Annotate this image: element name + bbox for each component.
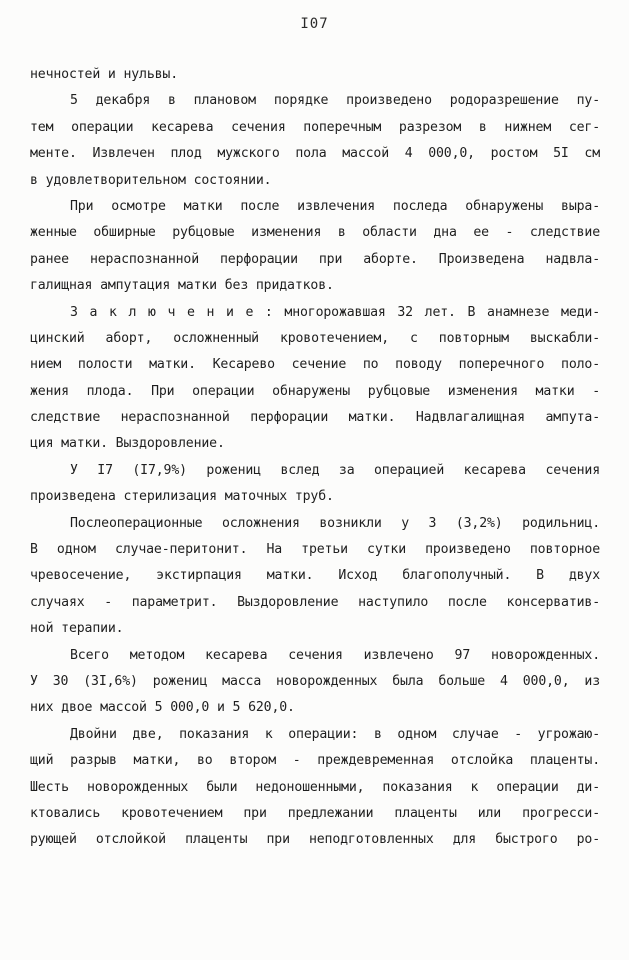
text-line: следствие нераспознанной перфорации матки. Надвлагалищная ампута-: [30, 410, 600, 426]
page-number: I07: [300, 16, 329, 32]
text-line: У 30 (3I,6%) рожениц масса новорожденных была больше 4 000,0, из: [30, 673, 600, 689]
text-line: жения плода. При операции обнаружены рубцовые изменения матки -: [30, 383, 600, 399]
text-line: случаях - параметрит. Выздоровление наступило после консерватив-: [30, 594, 600, 610]
text-line: У I7 (I7,9%) рожениц вслед за операцией кесарева сечения: [70, 462, 600, 478]
text-line: галищная ампутация матки без придатков.: [30, 278, 334, 294]
text-line: менте. Извлечен плод мужского пола массой 4 000,0, ростом 5I см: [30, 146, 600, 162]
text-line: цинский аборт, осложненный кровотечением, с повторным выскабли-: [30, 330, 600, 346]
body-text: [30, 62, 600, 854]
text-line: В одном случае-перитонит. На третьи сутки произведено повторное: [30, 542, 600, 558]
text-line: Двойни две, показания к операции: в одном случае - угрожаю-: [70, 726, 600, 742]
text-line: женные обширные рубцовые изменения в области дна ее - следствие: [30, 225, 600, 241]
text-line: них двое массой 5 000,0 и 5 620,0.: [30, 700, 295, 716]
text-line: ктовались кровотечением при предлежании плаценты или прогресси-: [30, 805, 600, 821]
text-line: Послеоперационные осложнения возникли у 3 (3,2%) родильниц.: [70, 515, 600, 531]
text-line: Шесть новорожденных были недоношенными, показания к операции ди-: [30, 779, 600, 795]
text-line: При осмотре матки после извлечения последа обнаружены выра-: [70, 198, 600, 214]
text-line: произведена стерилизация маточных труб.: [30, 489, 334, 505]
text-line: чревосечение, экстирпация матки. Исход благополучный. В двух: [30, 568, 600, 584]
text-line: рующей отслойкой плаценты при неподготовленных для быстрого ро-: [30, 832, 600, 848]
text-line: 5 декабря в плановом порядке произведено родоразрешение пу-: [70, 93, 600, 109]
text-line: З а к л ю ч е н и е : многорожавшая 32 лет. В анамнезе меди-: [70, 304, 600, 320]
text-line: нечностей и нульвы.: [30, 67, 179, 82]
text-line: нием полости матки. Кесарево сечение по поводу поперечного поло-: [30, 357, 600, 373]
text-line: в удовлетворительном состоянии.: [30, 172, 272, 188]
text-line: ной терапии.: [30, 621, 124, 637]
text-line: Всего методом кесарева сечения извлечено 97 новорожденных.: [70, 647, 600, 663]
text-line: ранее нераспознанной перфорации при аборте. Произведена надвла-: [30, 251, 600, 267]
text-line: тем операции кесарева сечения поперечным разрезом в нижнем сег-: [30, 119, 600, 135]
text-line: щий разрыв матки, во втором - преждевременная отслойка плаценты.: [30, 753, 600, 769]
text-line: ция матки. Выздоровление.: [30, 436, 225, 452]
